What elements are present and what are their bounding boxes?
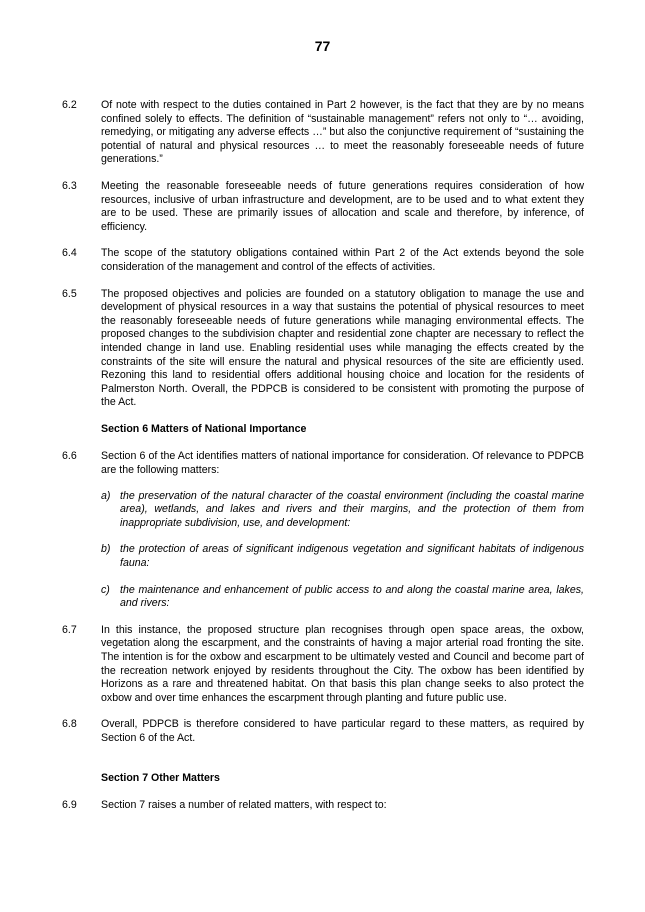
paragraph-number: 6.4 xyxy=(62,247,77,260)
paragraph-text: Of note with respect to the duties contained in Part 2 however, is the fact that they are by no means confined solely to effects. The definition of “sustainable management” refers not only to “… avoiding, remedying, or mitigating any adverse effects …” but also the conjunctive requirement of “sustaining the potential of natural and physical resources … to meet the reasonably foreseeable needs of future generations.” xyxy=(101,99,584,166)
paragraph-6-2 xyxy=(62,99,584,167)
paragraph-number: 6.3 xyxy=(62,179,77,192)
paragraph-number: 6.7 xyxy=(62,623,77,636)
paragraph-text: In this instance, the proposed structure plan recognises through open space areas, the oxbow, vegetation along the escarpment, and the constraints of having a major arterial road fronting the site. The intention is for the oxbow and escarpment to be ultimately vested and Council and become part of the recreation network enjoyed by residents throughout the City. The oxbow has been identified by Horizons as a rare and threatened habitat. On that basis this plan change seeks to also protect the oxbow and over time enhances the escarpment through planting and future public use. xyxy=(101,623,584,704)
paragraph-text: Section 6 of the Act identifies matters of national importance for consideration. Of relevance to PDPCB are the following matters: xyxy=(101,450,584,477)
list-item-text: the maintenance and enhancement of public access to and along the coastal marine area, lakes, and rivers: xyxy=(120,583,584,610)
paragraph-text: Meeting the reasonable foreseeable needs of future generations requires consideration of how resources, inclusive of urban infrastructure and development, are to be used and to what extent they are to be used. These are primarily issues of allocation and scale and therefore, by inference, of efficiency. xyxy=(101,179,584,233)
paragraph-number: 6.9 xyxy=(62,799,77,812)
list-item-letter: b) xyxy=(101,543,111,556)
paragraph-text: The scope of the statutory obligations contained within Part 2 of the Act extends beyond the sole consideration of the management and control of the effects of activities. xyxy=(101,247,584,273)
matters-list xyxy=(62,490,584,611)
paragraph-6-4 xyxy=(62,247,584,274)
paragraph-number: 6.6 xyxy=(62,450,77,463)
list-item xyxy=(101,490,584,531)
paragraph-text: The proposed objectives and policies are founded on a statutory obligation to manage the use and development of physical resources in a way that sustains the potential of physical resources to meet the reasonably foreseeable needs of future generations while managing environmental effects. The proposed changes to the subdivision chapter and residential zone chapter are necessary to reflect the intended change in land use. Enabling residential uses while managing the effects created by the constraints of the site will ensure the natural and physical resources of the site are efficiently used. Rezoning this land to residential offers additional housing choice and location for the residents of Palmerston North. Overall, the PDPCB is considered to be consistent with promoting the purpose of the Act. xyxy=(101,287,584,409)
paragraph-number: 6.2 xyxy=(62,99,77,111)
list-item xyxy=(101,584,584,611)
paragraph-number: 6.5 xyxy=(62,287,77,300)
paragraph-6-8 xyxy=(62,718,584,745)
paragraph-6-7 xyxy=(62,624,584,706)
document-body xyxy=(62,99,584,826)
paragraph-number: 6.8 xyxy=(62,718,77,731)
paragraph-6-5 xyxy=(62,288,584,410)
page-number: 77 xyxy=(314,38,331,54)
list-item-text: the protection of areas of significant indigenous vegetation and significant habitats of indigenous fauna: xyxy=(120,543,584,570)
list-item-letter: a) xyxy=(101,489,111,502)
paragraph-text: Overall, PDPCB is therefore considered to have particular regard to these matters, as required by Section 6 of the Act. xyxy=(101,718,584,744)
paragraph-6-6 xyxy=(62,450,584,477)
paragraph-text: Section 7 raises a number of related matters, with respect to: xyxy=(101,799,387,812)
section-7-heading: Section 7 Other Matters xyxy=(101,771,220,784)
list-item-letter: c) xyxy=(101,583,110,596)
section-6-heading: Section 6 Matters of National Importance xyxy=(101,422,307,435)
list-item xyxy=(101,543,584,570)
paragraph-6-9 xyxy=(62,799,584,813)
list-item-text: the preservation of the natural character of the coastal environment (including the coastal marine area), wetlands, and lakes and rivers and their margins, and the protection of them from inappropriate subdivision, use, and development: xyxy=(120,489,584,529)
paragraph-6-3 xyxy=(62,180,584,234)
